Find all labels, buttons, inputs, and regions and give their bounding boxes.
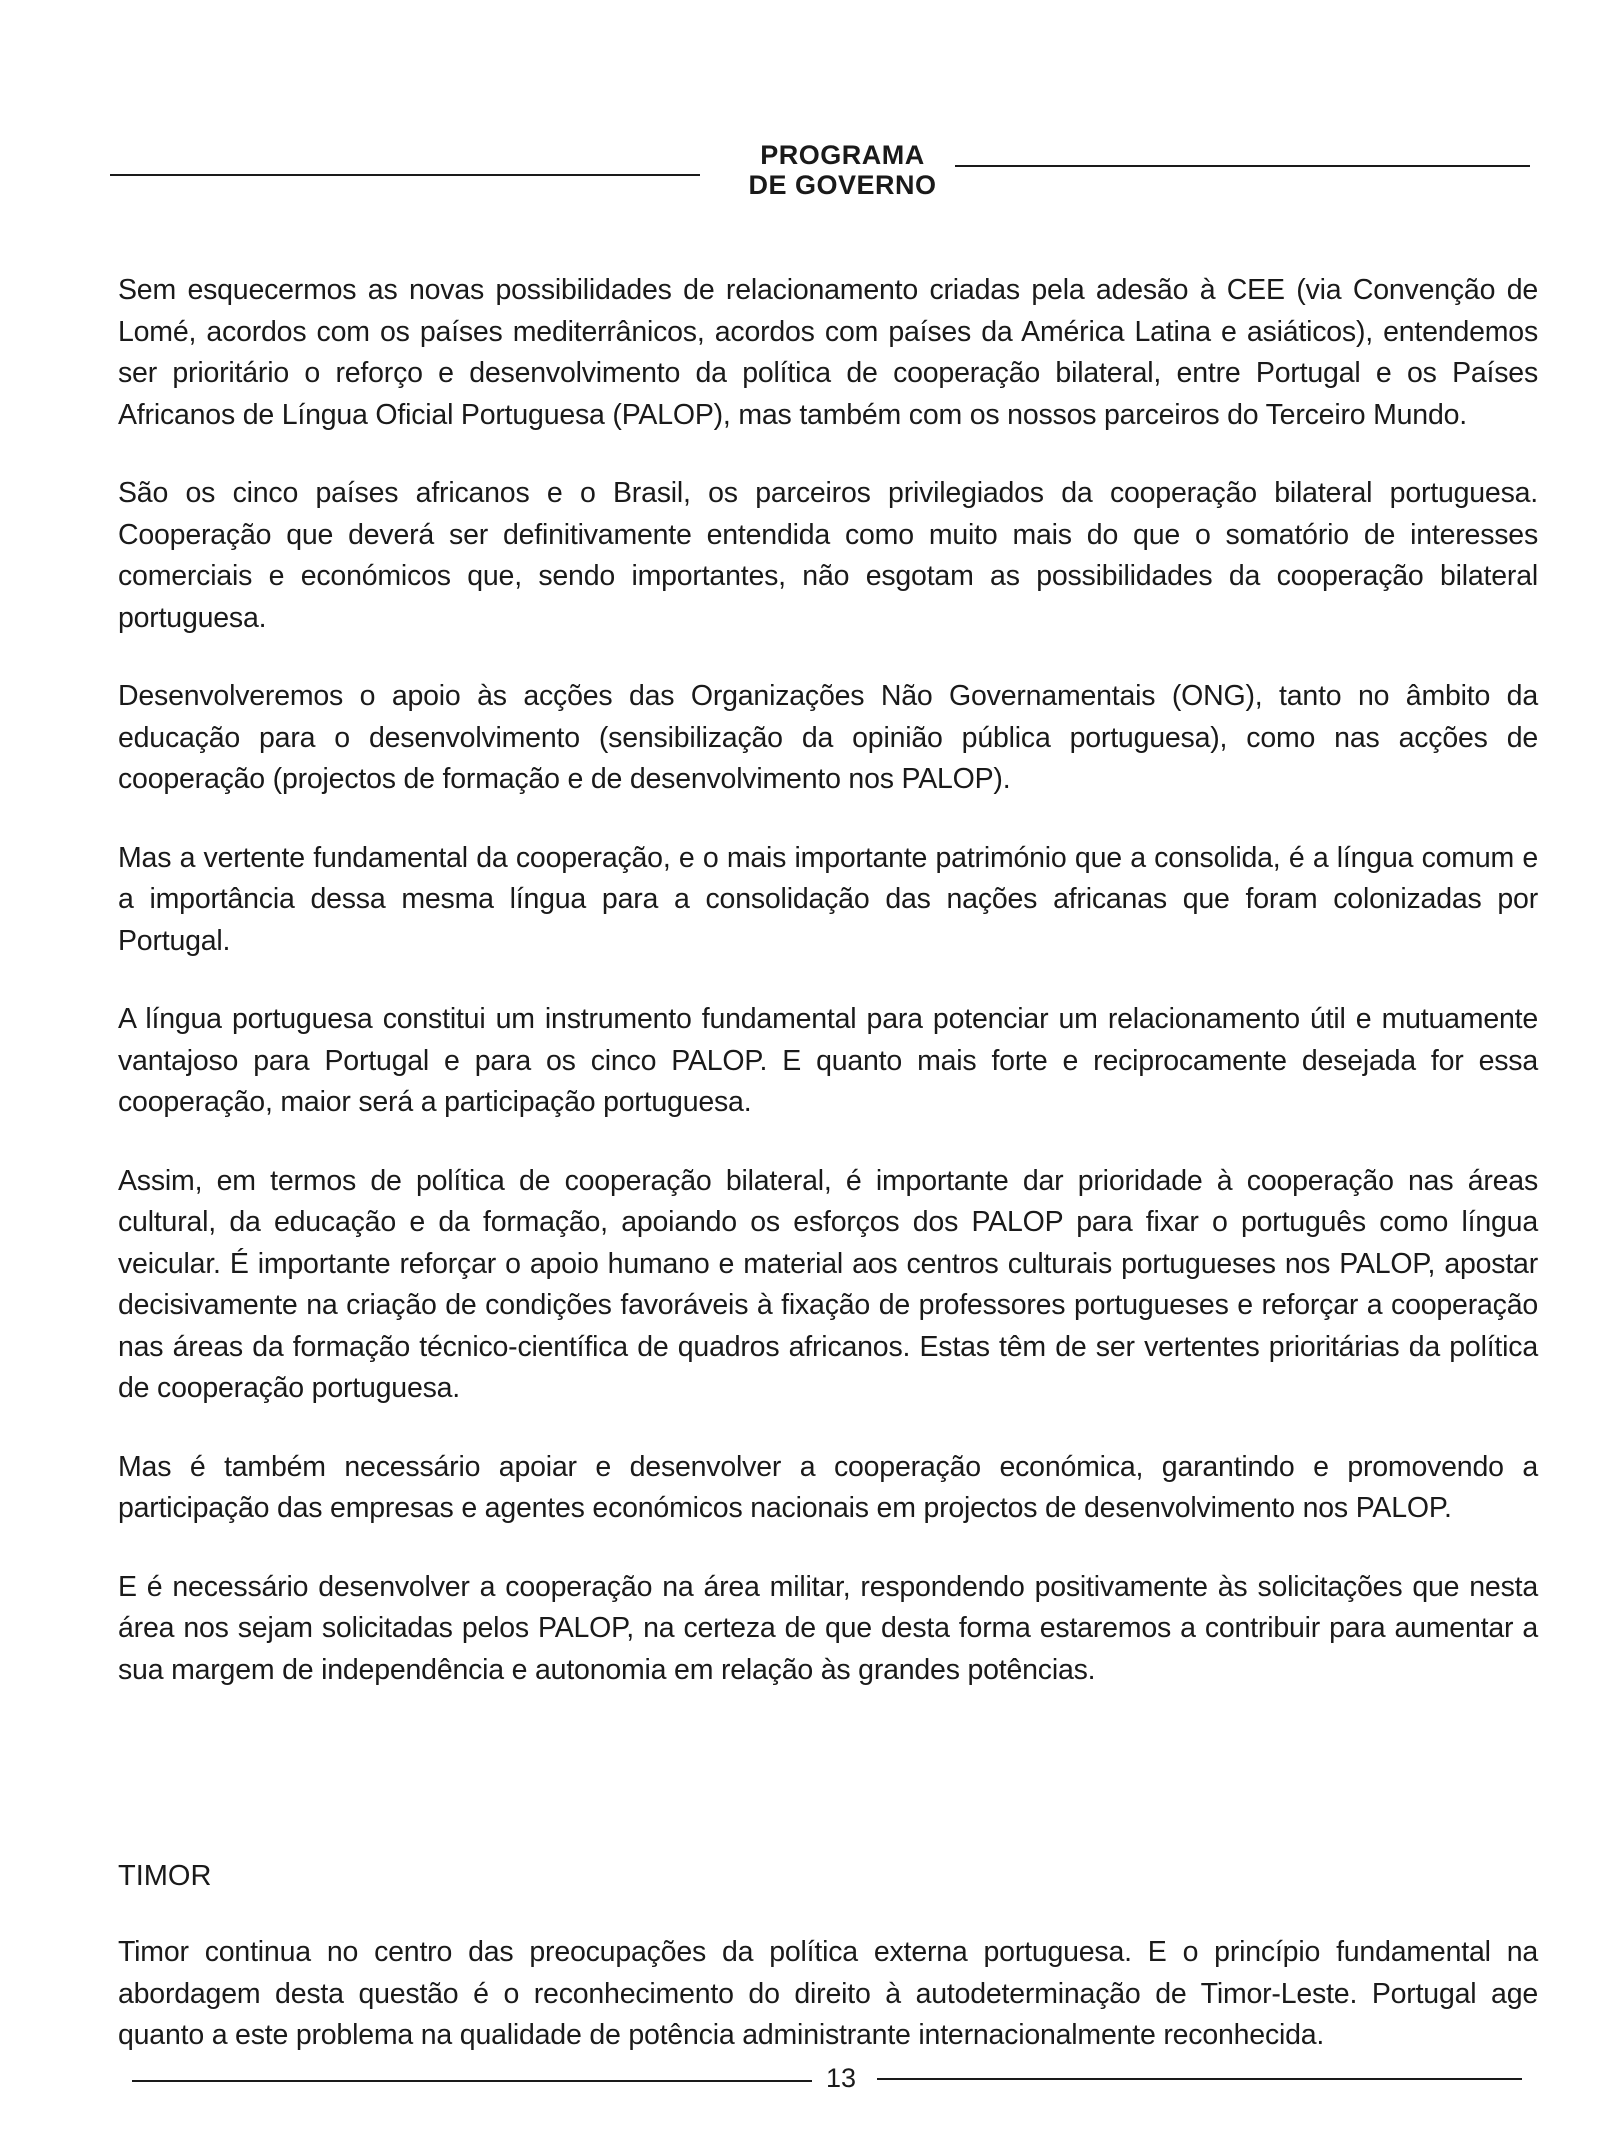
header-rule-right [955, 165, 1530, 167]
header-rule-left [110, 174, 700, 176]
page-header [110, 140, 1530, 210]
document-title [730, 140, 955, 200]
paragraph-timor: Timor continua no centro das preocupações da política externa portuguesa. E o princípio fundamental na abordagem desta questão é o reconhecimento do direito à autodeterminação de Timor-Leste. Portugal age quanto a este problema na qualidade de potência administrante internacionalmente reconhecida. [118, 1936, 1538, 2051]
paragraph-military-cooperation: E é necessário desenvolver a cooperação na área militar, respondendo positivamente às solicitações que nesta área nos sejam solicitadas pelos PALOP, na certeza de que desta forma estaremos a contribuir para aumentar a sua margem de independência e autonomia em relação às grandes potências. [118, 1570, 1538, 1686]
paragraph-ong-support: Desenvolveremos o apoio às acções das Organizações Não Governamentais (ONG), tanto no âmbito da educação para o desenvolvimento (sensibilização da opinião pública portuguesa), como nas acções de cooperação (projectos de formação e de desenvolvimento nos PALOP). [118, 680, 1538, 795]
page-number: 13 [826, 2063, 857, 2093]
footer-rule-right [877, 2078, 1522, 2080]
heading-spacer [118, 1896, 1538, 1932]
paragraph-portuguese-language: A língua portuguesa constitui um instrumento fundamental para potenciar um relacionamento útil e mutuamente vantajoso para Portugal e para os cinco PALOP. E quanto mais forte e reciprocamente desejada for essa cooperação, maior será a participação portuguesa. [118, 1003, 1538, 1118]
paragraph-economic-cooperation: Mas é também necessário apoiar e desenvolver a cooperação económica, garantindo e promovendo a participação das empresas e agentes económicos nacionais em projectos de desenvolvimento nos PALOP. [118, 1450, 1538, 1524]
body-text [118, 270, 1538, 2057]
document-title-line1: PROGRAMA [760, 140, 925, 170]
section-spacer [118, 1691, 1538, 1856]
page-footer [132, 2058, 1522, 2098]
document-title-line2: DE GOVERNO [748, 170, 937, 200]
paragraph-cee-cooperation: Sem esquecermos as novas possibilidades de relacionamento criadas pela adesão à CEE (via Convenção de Lomé, acordos com os países mediterrânicos, acordos com países da América Latina e asiáticos), entendemos ser prioritário o reforço e desenvolvimento da política de cooperação bilateral, entre Portugal e os Países Africanos de Língua Oficial Portuguesa (PALOP), mas também com os nossos parceiros do Terceiro Mundo. [118, 274, 1538, 431]
paragraph-privileged-partners: São os cinco países africanos e o Brasil, os parceiros privilegiados da cooperação bilateral portuguesa. Cooperação que deverá ser definitivamente entendida como muito mais do que o somatório de interesses comerciais e económicos que, sendo importantes, não esgotam as possibilidades da cooperação bilateral portuguesa. [118, 477, 1538, 634]
paragraph-cultural-cooperation: Assim, em termos de política de cooperação bilateral, é importante dar prioridade à cooperação nas áreas cultural, da educação e da formação, apoiando os esforços dos PALOP para fixar o português como língua veicular. É importante reforçar o apoio humano e material aos centros culturais portugueses nos PALOP, apostar decisivamente na criação de condições favoráveis à fixação de professores portugueses e reforçar a cooperação nas áreas da formação técnico-científica de quadros africanos. Estas têm de ser vertentes prioritárias da política de cooperação portuguesa. [118, 1164, 1538, 1404]
section-heading-timor: TIMOR [118, 1860, 212, 1892]
paragraph-common-language: Mas a vertente fundamental da cooperação, e o mais importante património que a consolida, é a língua comum e a importância dessa mesma língua para a consolidação das nações africanas que foram colonizadas por Portugal. [118, 841, 1538, 957]
footer-rule-left [132, 2080, 812, 2082]
